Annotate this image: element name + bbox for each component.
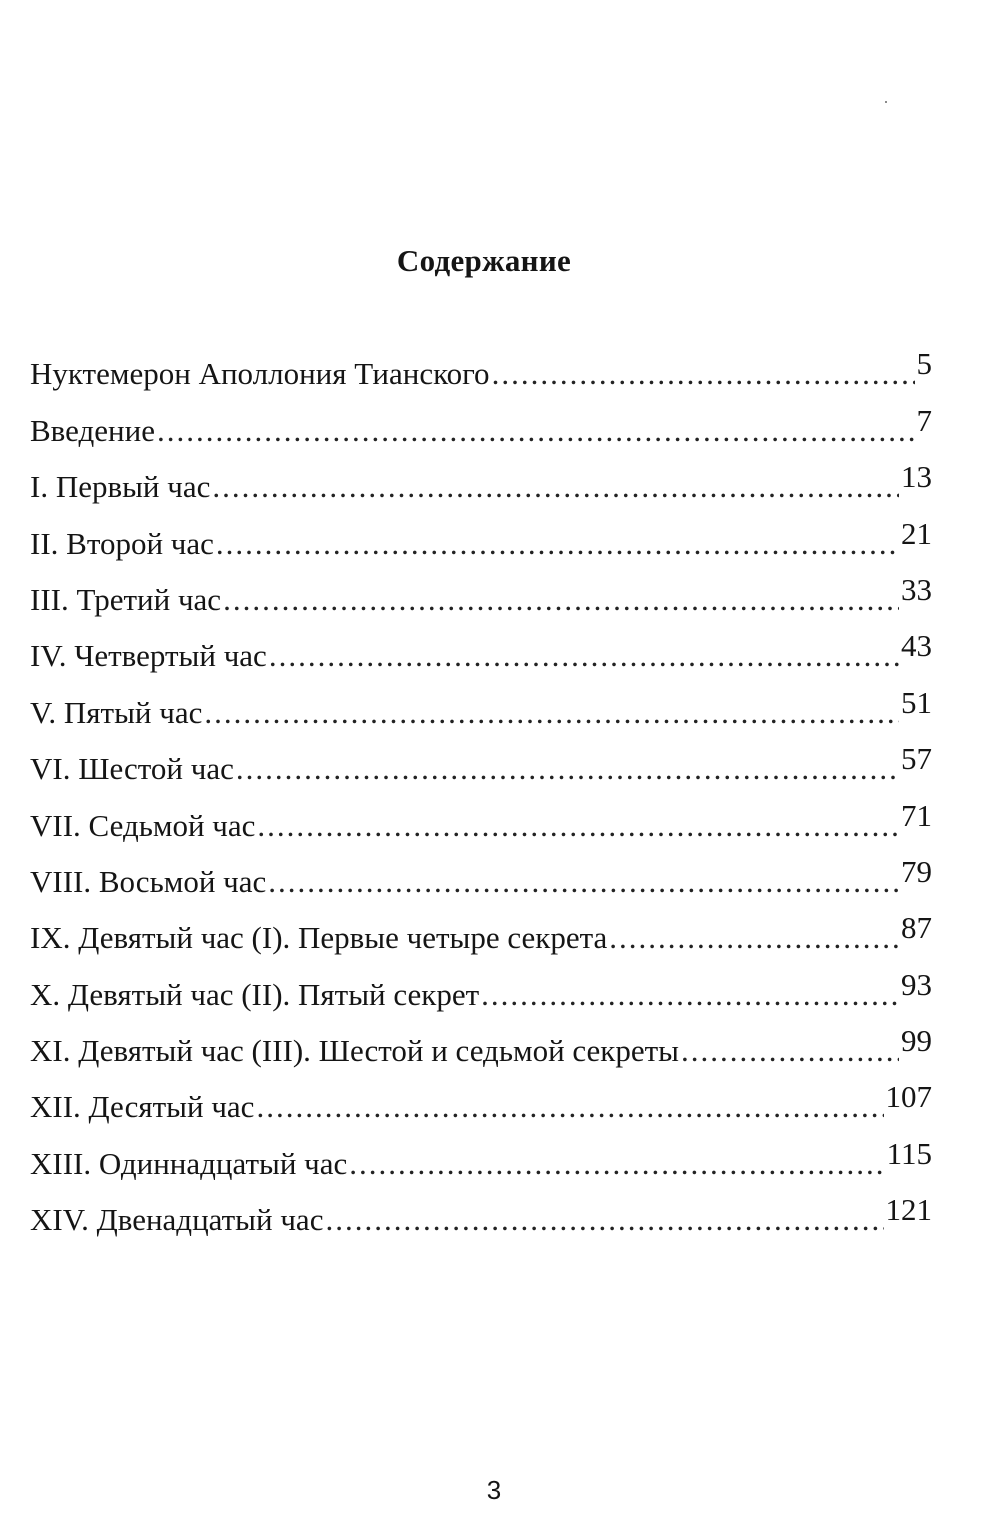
toc-entry xyxy=(30,1179,932,1238)
toc-entry-page: 33 xyxy=(901,571,932,607)
toc-entry-title: IX. Девятый час (I). Первые четыре секрета xyxy=(30,920,608,956)
toc-entry xyxy=(30,784,932,843)
toc-entry-page: 43 xyxy=(901,628,932,664)
dot-leader xyxy=(236,753,899,784)
toc-entry-page: 13 xyxy=(901,459,932,495)
toc-entry xyxy=(30,559,932,615)
toc-entry-page: 71 xyxy=(901,797,932,833)
toc-entry xyxy=(30,728,932,787)
dot-leader xyxy=(492,358,915,389)
toc-entry xyxy=(30,671,932,730)
dot-leader xyxy=(268,866,899,897)
toc-entry-title: XIII. Одиннадцатый час xyxy=(30,1145,348,1181)
scan-speck xyxy=(885,101,887,103)
dot-leader xyxy=(269,640,899,671)
toc-entry-page: 51 xyxy=(901,684,932,720)
dot-leader xyxy=(204,697,899,728)
toc-entry-page: 79 xyxy=(901,853,932,889)
toc-entry xyxy=(30,1066,932,1125)
toc-entry-page: 87 xyxy=(901,910,932,946)
toc-entry xyxy=(30,502,932,561)
dot-leader xyxy=(609,922,899,953)
toc-entry xyxy=(30,389,932,448)
dot-leader xyxy=(223,584,899,615)
toc-entry-title: VII. Седьмой час xyxy=(30,807,256,843)
toc-entry-title: VI. Шестой час xyxy=(30,751,234,787)
table-of-contents xyxy=(30,333,932,1238)
toc-entry-title: IV. Четвертый час xyxy=(30,638,267,674)
toc-entry-title: I. Первый час xyxy=(30,469,211,505)
toc-entry xyxy=(30,1010,932,1069)
toc-entry-title: III. Третий час xyxy=(30,581,222,617)
toc-entry xyxy=(30,953,932,1012)
toc-entry xyxy=(30,1122,932,1181)
dot-leader xyxy=(325,1204,883,1235)
dot-leader xyxy=(212,471,899,502)
dot-leader xyxy=(681,1035,899,1066)
dot-leader xyxy=(257,810,899,841)
toc-entry-page: 115 xyxy=(886,1135,932,1171)
page-number: 3 xyxy=(486,1475,502,1505)
toc-entry-title: II. Второй час xyxy=(30,525,214,561)
toc-entry-page: 107 xyxy=(885,1079,932,1115)
dot-leader xyxy=(256,1091,883,1122)
toc-entry-title: XIV. Двенадцатый час xyxy=(30,1202,324,1238)
toc-entry-page: 121 xyxy=(885,1192,932,1228)
toc-entry-page: 93 xyxy=(901,966,932,1002)
toc-entry-page: 99 xyxy=(901,1023,932,1059)
toc-entry-page: 21 xyxy=(901,515,932,551)
toc-entry-page: 5 xyxy=(916,346,932,382)
toc-entry xyxy=(30,333,932,392)
toc-entry xyxy=(30,615,932,674)
dot-leader xyxy=(349,1148,884,1179)
dot-leader xyxy=(157,415,915,446)
toc-entry-title: Введение xyxy=(30,412,155,448)
toc-entry-title: VIII. Восьмой час xyxy=(30,863,267,899)
toc-entry xyxy=(30,841,932,897)
toc-entry-title: V. Пятый час xyxy=(30,694,203,730)
toc-entry-title: XI. Девятый час (III). Шестой и седьмой секреты xyxy=(30,1033,680,1069)
toc-entry-title: Нуктемерон Аполлония Тианского xyxy=(30,356,490,392)
toc-entry xyxy=(30,446,932,505)
toc-entry-page: 7 xyxy=(916,402,932,438)
dot-leader xyxy=(216,528,899,559)
toc-entry-page: 57 xyxy=(901,741,932,777)
dot-leader xyxy=(481,979,899,1010)
toc-entry-title: X. Девятый час (II). Пятый секрет xyxy=(30,976,480,1012)
toc-entry-title: XII. Десятый час xyxy=(30,1089,255,1125)
page-title: Содержание xyxy=(396,242,572,278)
toc-entry xyxy=(30,897,932,956)
